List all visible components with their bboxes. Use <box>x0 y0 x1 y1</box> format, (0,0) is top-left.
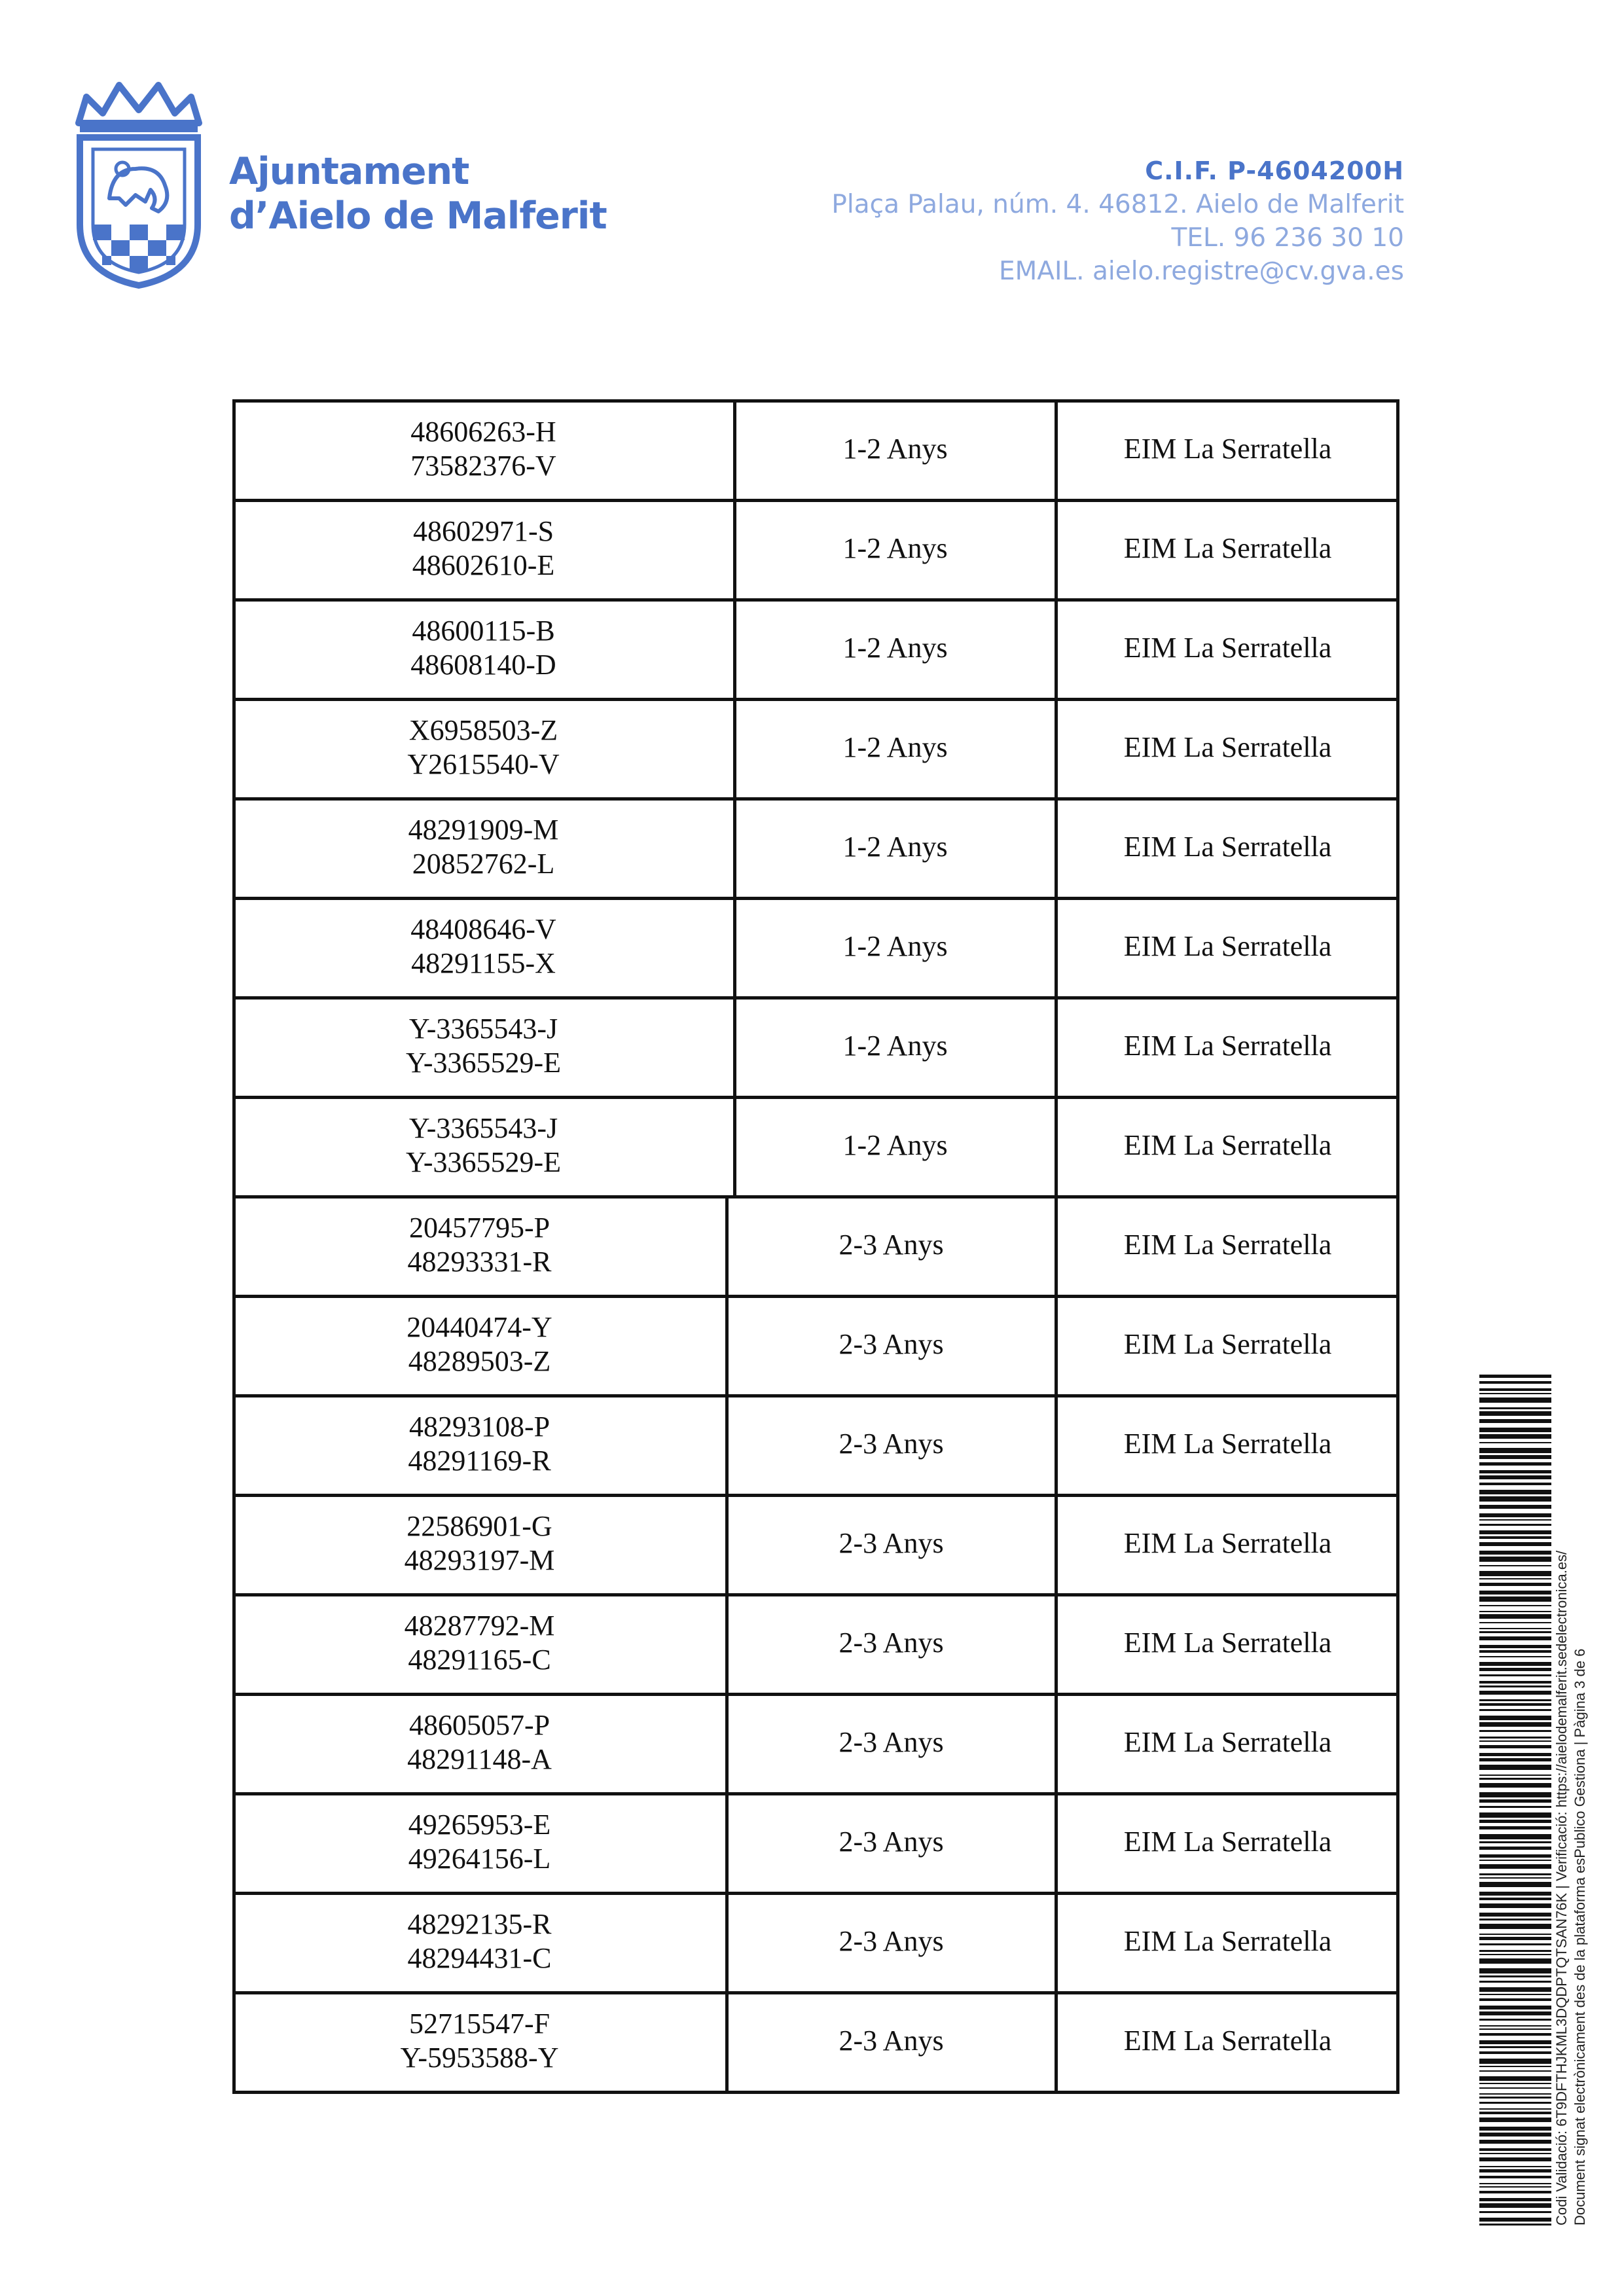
id-secondary: 48602610-E <box>412 549 555 581</box>
table-row <box>232 1195 1399 1295</box>
id-secondary: 48293197-M <box>404 1544 555 1576</box>
table-border <box>1396 1693 1399 1795</box>
table-row <box>232 996 1399 1096</box>
table-border <box>232 1394 1399 1397</box>
barcode <box>1479 1375 1551 2226</box>
table-border <box>1055 1096 1058 1199</box>
table-row <box>232 399 1399 499</box>
age-cell: 2-3 Anys <box>839 2025 944 2057</box>
table-border <box>232 1195 1399 1199</box>
table-border <box>232 1991 236 2094</box>
table-border <box>1055 996 1058 1099</box>
id-secondary: Y-5953588-Y <box>400 2042 559 2074</box>
table-border <box>232 1295 236 1397</box>
table-row <box>232 1494 1399 1593</box>
id-secondary: Y-3365529-E <box>405 1146 562 1178</box>
table-border <box>1396 797 1399 900</box>
table-border <box>232 1096 236 1199</box>
age-cell: 1-2 Anys <box>842 1129 948 1161</box>
table-border <box>232 1693 1399 1696</box>
table-border <box>1055 897 1058 1000</box>
table-border <box>725 1593 729 1696</box>
table-border <box>232 399 236 502</box>
table-border <box>232 1394 236 1497</box>
id-cell <box>232 1693 727 1792</box>
telephone: TEL. 96 236 30 10 <box>1171 223 1404 253</box>
school-cell: EIM La Serratella <box>1123 1328 1332 1360</box>
table-border <box>232 499 236 602</box>
id-primary: 48600115-B <box>412 615 555 647</box>
table-border <box>733 797 736 900</box>
table-border <box>1055 1295 1058 1397</box>
validation-code-line: Codi Validació: 6T9DFTHJKML3DQDPTQTSAN76K | Verificació: https://aielodemalferit.sedelectronica.es/ <box>1553 1550 1570 2226</box>
table-border <box>232 797 1399 801</box>
table-border <box>1396 1792 1399 1895</box>
school-cell: EIM La Serratella <box>1123 433 1332 465</box>
table-border <box>232 1593 236 1696</box>
table-border <box>1396 1593 1399 1696</box>
table-row <box>232 1394 1399 1494</box>
coat-of-arms-logo <box>73 77 204 290</box>
table-border <box>1055 1991 1058 2094</box>
id-cell <box>232 598 734 698</box>
id-cell <box>232 1991 727 2091</box>
table-row <box>232 598 1399 698</box>
id-primary: 49265953-E <box>408 1809 551 1841</box>
school-cell: EIM La Serratella <box>1123 1229 1332 1261</box>
age-cell: 1-2 Anys <box>842 532 948 564</box>
id-secondary: 48291165-C <box>408 1644 551 1676</box>
school-cell: EIM La Serratella <box>1123 1925 1332 1957</box>
table-border <box>1396 499 1399 602</box>
id-cell <box>232 1295 727 1394</box>
school-cell: EIM La Serratella <box>1123 1527 1332 1559</box>
table-row <box>232 1693 1399 1792</box>
id-primary: X6958503-Z <box>408 714 558 746</box>
table-row <box>232 698 1399 797</box>
school-cell: EIM La Serratella <box>1123 632 1332 664</box>
table-border <box>1396 1195 1399 1298</box>
table-border <box>725 1195 729 1298</box>
age-cell: 2-3 Anys <box>839 1229 944 1261</box>
table-border <box>733 897 736 1000</box>
contact-block <box>831 154 1404 288</box>
validation-sidebar <box>1479 1375 1558 2226</box>
table-border <box>725 1693 729 1795</box>
table-border <box>1396 1991 1399 2094</box>
table-row <box>232 1593 1399 1693</box>
age-cell: 1-2 Anys <box>842 1030 948 1062</box>
id-secondary: 48608140-D <box>410 649 556 681</box>
table-border <box>232 1593 1399 1596</box>
id-primary: 20440474-Y <box>406 1311 552 1343</box>
table-border <box>725 1394 729 1497</box>
id-cell <box>232 797 734 897</box>
table-border <box>725 1991 729 2094</box>
table-border <box>1396 897 1399 1000</box>
age-cell: 1-2 Anys <box>842 831 948 863</box>
id-secondary: 48294431-C <box>407 1942 552 1974</box>
table-row <box>232 1096 1399 1195</box>
table-border <box>232 2091 1399 2094</box>
school-cell: EIM La Serratella <box>1123 2025 1332 2057</box>
id-secondary: 49264156-L <box>408 1843 551 1875</box>
id-primary: 48292135-R <box>407 1908 552 1940</box>
table-border <box>725 1494 729 1596</box>
table-border <box>232 1792 236 1895</box>
table-row <box>232 1991 1399 2091</box>
table-border <box>1055 1394 1058 1497</box>
table-border <box>1396 698 1399 801</box>
school-cell: EIM La Serratella <box>1123 1726 1332 1758</box>
signature-platform-line: Document signat electrònicament des de la plataforma esPublico Gestiona | Pàgina 3 de 6 <box>1572 1648 1588 2226</box>
table-row <box>232 897 1399 996</box>
id-primary: Y-3365543-J <box>408 1112 558 1144</box>
id-cell <box>232 1096 734 1195</box>
age-cell: 2-3 Anys <box>839 1925 944 1957</box>
table-border <box>725 1892 729 1994</box>
id-cell <box>232 399 734 499</box>
table-border <box>232 1892 1399 1895</box>
table-border <box>733 1096 736 1199</box>
table-border <box>1055 399 1058 502</box>
id-primary: 48606263-H <box>410 416 556 448</box>
id-primary: 48602971-S <box>412 515 554 547</box>
table-border <box>733 698 736 801</box>
table-border <box>232 1494 1399 1497</box>
id-primary: 48291909-M <box>408 814 559 846</box>
id-cell <box>232 897 734 996</box>
table-border <box>1396 1096 1399 1199</box>
id-cell <box>232 499 734 598</box>
age-cell: 2-3 Anys <box>839 1328 944 1360</box>
table-row <box>232 797 1399 897</box>
table-border <box>232 698 236 801</box>
table-border <box>733 598 736 701</box>
table-border <box>733 499 736 602</box>
id-cell <box>232 1792 727 1892</box>
address: Plaça Palau, núm. 4. 46812. Aielo de Malferit <box>831 190 1404 219</box>
table-border <box>232 1096 1399 1099</box>
table-border <box>1396 598 1399 701</box>
table-border <box>232 1991 1399 1994</box>
id-secondary: 48291148-A <box>407 1743 552 1775</box>
table-border <box>1055 1693 1058 1795</box>
table-border <box>1396 1892 1399 1994</box>
org-name-line1: Ajuntament <box>229 150 469 193</box>
id-secondary: 48289503-Z <box>408 1345 551 1377</box>
table-border <box>232 499 1399 502</box>
table-border <box>232 598 236 701</box>
table-border <box>232 698 1399 701</box>
table-border <box>232 598 1399 602</box>
table-border <box>1055 1792 1058 1895</box>
table-border <box>725 1792 729 1895</box>
table-border <box>232 996 1399 1000</box>
table-border <box>1055 1195 1058 1298</box>
age-cell: 1-2 Anys <box>842 731 948 763</box>
table-border <box>1396 1494 1399 1596</box>
organization-name <box>229 149 607 238</box>
id-primary: 52715547-F <box>408 2008 550 2040</box>
table-border <box>232 996 236 1099</box>
table-border <box>1055 1593 1058 1696</box>
age-cell: 1-2 Anys <box>842 930 948 962</box>
school-cell: EIM La Serratella <box>1123 1129 1332 1161</box>
id-primary: 48293108-P <box>408 1411 550 1443</box>
table-border <box>725 1295 729 1397</box>
table-border <box>1396 1295 1399 1397</box>
table-border <box>232 1693 236 1795</box>
table-border <box>232 897 236 1000</box>
email: EMAIL. aielo.registre@cv.gva.es <box>998 257 1404 286</box>
id-secondary: 48293331-R <box>407 1246 552 1278</box>
table-border <box>232 399 1399 403</box>
age-cell: 2-3 Anys <box>839 1826 944 1858</box>
age-cell: 2-3 Anys <box>839 1527 944 1559</box>
table-border <box>232 797 236 900</box>
table-border <box>1055 499 1058 602</box>
school-cell: EIM La Serratella <box>1123 1627 1332 1659</box>
id-primary: 48287792-M <box>404 1610 555 1642</box>
school-cell: EIM La Serratella <box>1123 1826 1332 1858</box>
table-row <box>232 1792 1399 1892</box>
age-cell: 1-2 Anys <box>842 632 948 664</box>
school-cell: EIM La Serratella <box>1123 1428 1332 1460</box>
table-border <box>232 897 1399 900</box>
table-border <box>232 1892 236 1994</box>
id-secondary: 48291155-X <box>411 947 556 979</box>
table-border <box>1055 598 1058 701</box>
id-cell <box>232 996 734 1096</box>
table-border <box>1055 797 1058 900</box>
table-border <box>232 1295 1399 1298</box>
id-cell <box>232 1195 727 1295</box>
id-primary: 48605057-P <box>408 1709 550 1741</box>
school-cell: EIM La Serratella <box>1123 532 1332 564</box>
age-cell: 2-3 Anys <box>839 1428 944 1460</box>
id-cell <box>232 1394 727 1494</box>
table-row <box>232 499 1399 598</box>
id-cell <box>232 698 734 797</box>
validation-text <box>1553 1375 1589 2226</box>
id-cell <box>232 1593 727 1693</box>
school-cell: EIM La Serratella <box>1123 731 1332 763</box>
table-row <box>232 1892 1399 1991</box>
table-border <box>1396 1394 1399 1497</box>
table-border <box>733 399 736 502</box>
table-border <box>733 996 736 1099</box>
id-primary: 20457795-P <box>408 1212 550 1244</box>
table-border <box>232 1195 236 1298</box>
school-cell: EIM La Serratella <box>1123 930 1332 962</box>
table-border <box>1396 399 1399 502</box>
id-primary: Y-3365543-J <box>408 1013 558 1045</box>
org-name-line2: d’Aielo de Malferit <box>229 194 607 238</box>
table-border <box>1055 1494 1058 1596</box>
school-cell: EIM La Serratella <box>1123 1030 1332 1062</box>
table-border <box>1055 698 1058 801</box>
table-row <box>232 1295 1399 1394</box>
id-secondary: 48291169-R <box>408 1445 551 1477</box>
age-cell: 2-3 Anys <box>839 1627 944 1659</box>
id-secondary: 73582376-V <box>410 450 556 482</box>
id-primary: 22586901-G <box>406 1510 552 1542</box>
id-cell <box>232 1494 727 1593</box>
age-cell: 2-3 Anys <box>839 1726 944 1758</box>
table-border <box>1055 1892 1058 1994</box>
age-cell: 1-2 Anys <box>842 433 948 465</box>
id-primary: 48408646-V <box>410 913 556 945</box>
id-secondary: Y2615540-V <box>407 748 560 780</box>
id-secondary: Y-3365529-E <box>405 1047 562 1079</box>
id-secondary: 20852762-L <box>412 848 555 880</box>
table-border <box>232 1792 1399 1795</box>
id-cell <box>232 1892 727 1991</box>
table-border <box>1396 996 1399 1099</box>
table-border <box>232 1494 236 1596</box>
cif-number: C.I.F. P-4604200H <box>1145 156 1404 185</box>
school-cell: EIM La Serratella <box>1123 831 1332 863</box>
